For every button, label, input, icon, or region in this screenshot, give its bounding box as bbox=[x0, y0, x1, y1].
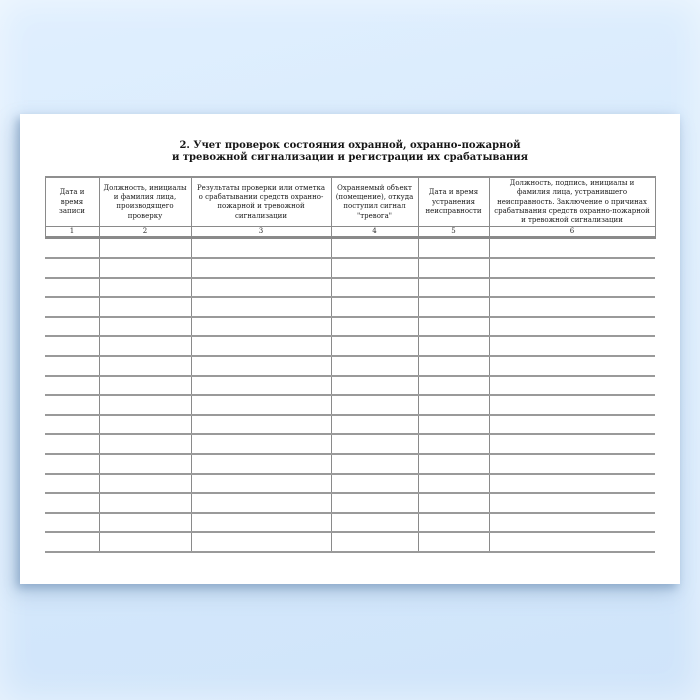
empty-log-cell bbox=[418, 238, 489, 258]
column-number: 2 bbox=[99, 227, 191, 238]
empty-log-cell bbox=[489, 278, 655, 298]
empty-log-cell bbox=[489, 395, 655, 415]
empty-log-cell bbox=[418, 258, 489, 278]
empty-log-cell bbox=[191, 258, 331, 278]
empty-log-cell bbox=[191, 434, 331, 454]
empty-log-cell bbox=[331, 356, 418, 376]
column-number: 3 bbox=[191, 227, 331, 238]
document-page bbox=[20, 114, 680, 584]
empty-log-cell bbox=[331, 336, 418, 356]
empty-log-cell bbox=[418, 454, 489, 474]
document-title-line2: и тревожной сигнализации и регистрации их срабатывания bbox=[171, 152, 529, 163]
empty-log-cell bbox=[191, 532, 331, 552]
table-body bbox=[45, 238, 655, 552]
empty-log-cell bbox=[99, 317, 191, 337]
table-row bbox=[45, 532, 655, 552]
empty-log-cell bbox=[331, 238, 418, 258]
empty-log-cell bbox=[489, 493, 655, 513]
empty-log-cell bbox=[489, 317, 655, 337]
empty-log-cell bbox=[489, 474, 655, 494]
empty-log-cell bbox=[191, 513, 331, 533]
empty-log-cell bbox=[331, 532, 418, 552]
table-row bbox=[45, 258, 655, 278]
table-row bbox=[45, 376, 655, 396]
table-row bbox=[45, 317, 655, 337]
empty-log-cell bbox=[489, 297, 655, 317]
empty-log-cell bbox=[45, 532, 99, 552]
empty-log-cell bbox=[331, 395, 418, 415]
column-header: Результаты проверки или отметка о срабатывании средств охранно-пожарной и тревожной сигнализации bbox=[191, 177, 331, 227]
column-header: Должность, подпись, инициалы и фамилия лица, устранившего неисправность. Заключение о причинах срабатывания средств охранно-пожарной и тревожной сигнализации bbox=[489, 177, 655, 227]
empty-log-cell bbox=[99, 376, 191, 396]
empty-log-cell bbox=[45, 258, 99, 278]
empty-log-cell bbox=[418, 336, 489, 356]
empty-log-cell bbox=[489, 434, 655, 454]
column-number-row bbox=[45, 227, 655, 238]
column-header: Дата и время записи bbox=[45, 177, 99, 227]
empty-log-cell bbox=[191, 278, 331, 298]
empty-log-cell bbox=[418, 532, 489, 552]
empty-log-cell bbox=[99, 474, 191, 494]
table-row bbox=[45, 356, 655, 376]
table-row bbox=[45, 336, 655, 356]
document-title-line1: 2. Учет проверок состояния охранной, охранно-пожарной bbox=[179, 140, 521, 151]
empty-log-cell bbox=[191, 356, 331, 376]
column-header: Охраняемый объект (помещение), откуда поступил сигнал "тревога" bbox=[331, 177, 418, 227]
table-row bbox=[45, 454, 655, 474]
column-number: 5 bbox=[418, 227, 489, 238]
empty-log-cell bbox=[99, 395, 191, 415]
table-row bbox=[45, 278, 655, 298]
empty-log-cell bbox=[99, 513, 191, 533]
empty-log-cell bbox=[489, 513, 655, 533]
empty-log-cell bbox=[331, 415, 418, 435]
column-header: Дата и время устранения неисправности bbox=[418, 177, 489, 227]
table-row bbox=[45, 513, 655, 533]
column-number: 4 bbox=[331, 227, 418, 238]
empty-log-cell bbox=[99, 415, 191, 435]
empty-log-cell bbox=[45, 278, 99, 298]
table-row bbox=[45, 395, 655, 415]
empty-log-cell bbox=[418, 376, 489, 396]
empty-log-cell bbox=[45, 434, 99, 454]
table-header-row bbox=[45, 177, 655, 227]
empty-log-cell bbox=[99, 278, 191, 298]
empty-log-cell bbox=[45, 513, 99, 533]
empty-log-cell bbox=[331, 297, 418, 317]
empty-log-cell bbox=[191, 317, 331, 337]
empty-log-cell bbox=[191, 297, 331, 317]
empty-log-cell bbox=[191, 336, 331, 356]
empty-log-cell bbox=[45, 493, 99, 513]
empty-log-cell bbox=[331, 434, 418, 454]
empty-log-cell bbox=[45, 395, 99, 415]
empty-log-cell bbox=[45, 376, 99, 396]
empty-log-cell bbox=[331, 317, 418, 337]
table-row bbox=[45, 474, 655, 494]
empty-log-cell bbox=[418, 434, 489, 454]
empty-log-cell bbox=[331, 376, 418, 396]
column-number: 6 bbox=[489, 227, 655, 238]
empty-log-cell bbox=[99, 238, 191, 258]
empty-log-cell bbox=[489, 415, 655, 435]
empty-log-cell bbox=[99, 336, 191, 356]
empty-log-cell bbox=[191, 454, 331, 474]
empty-log-cell bbox=[45, 454, 99, 474]
empty-log-cell bbox=[331, 493, 418, 513]
empty-log-cell bbox=[45, 415, 99, 435]
empty-log-cell bbox=[418, 278, 489, 298]
empty-log-cell bbox=[418, 474, 489, 494]
empty-log-cell bbox=[489, 356, 655, 376]
empty-log-cell bbox=[418, 415, 489, 435]
empty-log-cell bbox=[99, 356, 191, 376]
empty-log-cell bbox=[331, 513, 418, 533]
table-row bbox=[45, 238, 655, 258]
empty-log-cell bbox=[489, 238, 655, 258]
empty-log-cell bbox=[489, 336, 655, 356]
inspection-log-table bbox=[45, 176, 656, 553]
empty-log-cell bbox=[191, 474, 331, 494]
empty-log-cell bbox=[489, 454, 655, 474]
document-title bbox=[20, 140, 680, 164]
empty-log-cell bbox=[45, 474, 99, 494]
empty-log-cell bbox=[489, 376, 655, 396]
empty-log-cell bbox=[99, 454, 191, 474]
empty-log-cell bbox=[191, 415, 331, 435]
column-number: 1 bbox=[45, 227, 99, 238]
empty-log-cell bbox=[418, 317, 489, 337]
empty-log-cell bbox=[45, 317, 99, 337]
empty-log-cell bbox=[418, 493, 489, 513]
empty-log-cell bbox=[99, 297, 191, 317]
empty-log-cell bbox=[418, 297, 489, 317]
empty-log-cell bbox=[45, 297, 99, 317]
empty-log-cell bbox=[418, 395, 489, 415]
table-row bbox=[45, 493, 655, 513]
empty-log-cell bbox=[489, 532, 655, 552]
empty-log-cell bbox=[418, 513, 489, 533]
empty-log-cell bbox=[191, 238, 331, 258]
empty-log-cell bbox=[99, 434, 191, 454]
empty-log-cell bbox=[331, 278, 418, 298]
empty-log-cell bbox=[331, 258, 418, 278]
empty-log-cell bbox=[191, 376, 331, 396]
empty-log-cell bbox=[99, 532, 191, 552]
empty-log-cell bbox=[191, 493, 331, 513]
table-header bbox=[45, 177, 655, 238]
table-row bbox=[45, 415, 655, 435]
empty-log-cell bbox=[489, 258, 655, 278]
column-header: Должность, инициалы и фамилия лица, производящего проверку bbox=[99, 177, 191, 227]
empty-log-cell bbox=[331, 474, 418, 494]
empty-log-cell bbox=[99, 258, 191, 278]
empty-log-cell bbox=[191, 395, 331, 415]
empty-log-cell bbox=[331, 454, 418, 474]
empty-log-cell bbox=[45, 356, 99, 376]
table-row bbox=[45, 297, 655, 317]
empty-log-cell bbox=[418, 356, 489, 376]
empty-log-cell bbox=[45, 336, 99, 356]
table-row bbox=[45, 434, 655, 454]
empty-log-cell bbox=[45, 238, 99, 258]
empty-log-cell bbox=[99, 493, 191, 513]
